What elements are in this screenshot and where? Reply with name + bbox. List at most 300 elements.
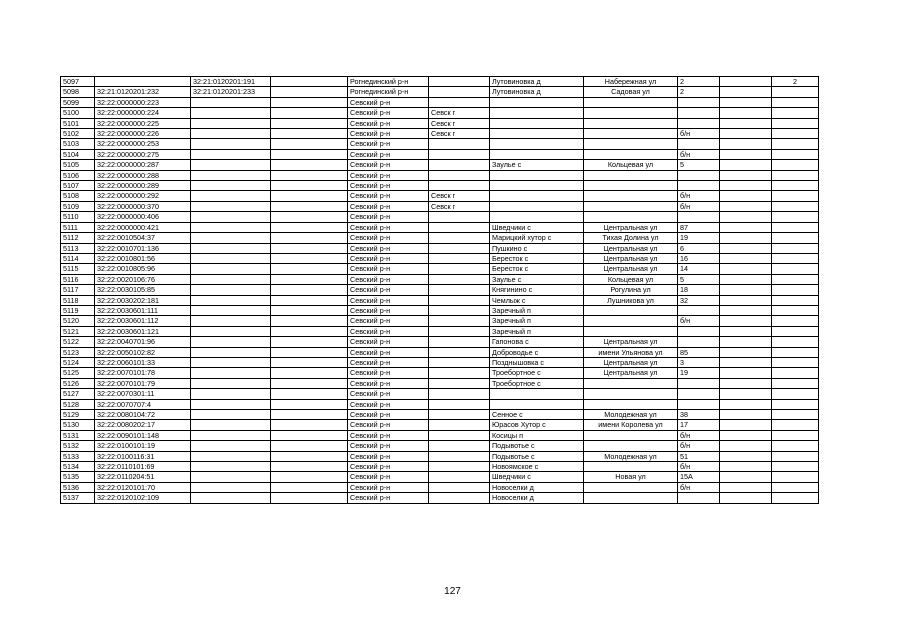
data-table — [60, 76, 819, 504]
extra-cell — [720, 201, 772, 211]
street-cell — [584, 108, 678, 118]
extra-value-cell — [772, 451, 819, 461]
table-row — [61, 482, 819, 492]
house-number-cell: 32 — [678, 295, 720, 305]
town-cell — [429, 451, 490, 461]
district-cell: Севский р-н — [348, 493, 429, 503]
empty-cell — [271, 77, 348, 87]
settlement-cell: Подывотье с — [490, 441, 584, 451]
extra-value-cell — [772, 253, 819, 263]
district-cell: Севский р-н — [348, 285, 429, 295]
town-cell — [429, 347, 490, 357]
district-cell: Севский р-н — [348, 149, 429, 159]
town-cell — [429, 274, 490, 284]
town-cell — [429, 316, 490, 326]
row-number-cell: 5121 — [61, 326, 95, 336]
row-number-cell: 5135 — [61, 472, 95, 482]
settlement-cell: Заречный п — [490, 305, 584, 315]
extra-cell — [720, 77, 772, 87]
settlement-cell: Бересток с — [490, 253, 584, 263]
extra-cell — [720, 305, 772, 315]
settlement-cell — [490, 118, 584, 128]
row-number-cell: 5134 — [61, 462, 95, 472]
settlement-cell: Лутовиновка д — [490, 77, 584, 87]
district-cell: Севский р-н — [348, 274, 429, 284]
house-number-cell — [678, 97, 720, 107]
cadastral-number-cell: 32:22:0080104:72 — [95, 410, 191, 420]
empty-cell — [271, 378, 348, 388]
extra-cell — [720, 316, 772, 326]
house-number-cell: 5 — [678, 274, 720, 284]
cadastral-number-2-cell — [191, 222, 271, 232]
cadastral-number-cell: 32:22:0000000:224 — [95, 108, 191, 118]
empty-cell — [271, 368, 348, 378]
row-number-cell: 5107 — [61, 181, 95, 191]
settlement-cell — [490, 389, 584, 399]
extra-cell — [720, 149, 772, 159]
cadastral-number-2-cell — [191, 337, 271, 347]
town-cell — [429, 493, 490, 503]
street-cell: Центральная ул — [584, 243, 678, 253]
cadastral-number-cell: 32:21:0120201:232 — [95, 87, 191, 97]
district-cell: Севский р-н — [348, 253, 429, 263]
extra-value-cell — [772, 493, 819, 503]
table-row — [61, 149, 819, 159]
street-cell — [584, 170, 678, 180]
district-cell: Севский р-н — [348, 129, 429, 139]
extra-value-cell — [772, 347, 819, 357]
cadastral-number-2-cell — [191, 97, 271, 107]
district-cell: Севский р-н — [348, 170, 429, 180]
extra-value-cell — [772, 139, 819, 149]
district-cell: Севский р-н — [348, 222, 429, 232]
street-cell: Кольцевая ул — [584, 160, 678, 170]
row-number-cell: 5115 — [61, 264, 95, 274]
cadastral-number-cell: 32:22:0070101:78 — [95, 368, 191, 378]
row-number-cell: 5112 — [61, 233, 95, 243]
extra-value-cell — [772, 222, 819, 232]
cadastral-number-cell: 32:22:0070301:11 — [95, 389, 191, 399]
cadastral-number-cell: 32:22:0000000:275 — [95, 149, 191, 159]
town-cell — [429, 212, 490, 222]
street-cell: Тихая Долина ул — [584, 233, 678, 243]
extra-value-cell — [772, 97, 819, 107]
house-number-cell — [678, 399, 720, 409]
empty-cell — [271, 87, 348, 97]
extra-cell — [720, 170, 772, 180]
cadastral-number-cell: 32:22:0070707:4 — [95, 399, 191, 409]
extra-cell — [720, 97, 772, 107]
row-number-cell: 5110 — [61, 212, 95, 222]
street-cell — [584, 326, 678, 336]
town-cell — [429, 149, 490, 159]
settlement-cell: Пушкино с — [490, 243, 584, 253]
extra-cell — [720, 160, 772, 170]
cadastral-number-cell: 32:22:0060101:33 — [95, 357, 191, 367]
district-cell: Севский р-н — [348, 482, 429, 492]
table-row — [61, 253, 819, 263]
settlement-cell: Троебортное с — [490, 368, 584, 378]
cadastral-number-cell: 32:22:0000000:225 — [95, 118, 191, 128]
house-number-cell: б/н — [678, 201, 720, 211]
row-number-cell: 5097 — [61, 77, 95, 87]
settlement-cell: Сенное с — [490, 410, 584, 420]
table-row — [61, 326, 819, 336]
row-number-cell: 5129 — [61, 410, 95, 420]
district-cell: Севский р-н — [348, 295, 429, 305]
town-cell — [429, 264, 490, 274]
cadastral-number-2-cell — [191, 482, 271, 492]
cadastral-number-cell: 32:22:0120102:109 — [95, 493, 191, 503]
street-cell: Новая ул — [584, 472, 678, 482]
table-row — [61, 389, 819, 399]
cadastral-number-2-cell — [191, 129, 271, 139]
cadastral-number-2-cell — [191, 357, 271, 367]
house-number-cell: б/н — [678, 316, 720, 326]
district-cell: Севский р-н — [348, 233, 429, 243]
settlement-cell: Шведчики с — [490, 472, 584, 482]
extra-cell — [720, 493, 772, 503]
extra-value-cell — [772, 462, 819, 472]
extra-value-cell — [772, 410, 819, 420]
row-number-cell: 5111 — [61, 222, 95, 232]
cadastral-number-cell: 32:22:0000000:223 — [95, 97, 191, 107]
extra-value-cell — [772, 149, 819, 159]
settlement-cell — [490, 97, 584, 107]
town-cell — [429, 253, 490, 263]
table-row — [61, 118, 819, 128]
row-number-cell: 5103 — [61, 139, 95, 149]
cadastral-number-2-cell — [191, 264, 271, 274]
extra-cell — [720, 295, 772, 305]
extra-value-cell — [772, 441, 819, 451]
settlement-cell: Заулье с — [490, 274, 584, 284]
empty-cell — [271, 97, 348, 107]
settlement-cell: Подывотье с — [490, 451, 584, 461]
row-number-cell: 5099 — [61, 97, 95, 107]
empty-cell — [271, 305, 348, 315]
cadastral-number-2-cell — [191, 212, 271, 222]
extra-value-cell — [772, 368, 819, 378]
street-cell — [584, 181, 678, 191]
town-cell — [429, 389, 490, 399]
cadastral-number-cell: 32:22:0120101:70 — [95, 482, 191, 492]
extra-value-cell — [772, 399, 819, 409]
row-number-cell: 5136 — [61, 482, 95, 492]
cadastral-number-2-cell — [191, 493, 271, 503]
row-number-cell: 5117 — [61, 285, 95, 295]
table-row — [61, 410, 819, 420]
extra-value-cell — [772, 430, 819, 440]
district-cell: Севский р-н — [348, 451, 429, 461]
extra-cell — [720, 430, 772, 440]
settlement-cell: Бересток с — [490, 264, 584, 274]
street-cell: Центральная ул — [584, 222, 678, 232]
district-cell: Севский р-н — [348, 108, 429, 118]
street-cell — [584, 378, 678, 388]
cadastral-number-2-cell — [191, 441, 271, 451]
street-cell — [584, 129, 678, 139]
district-cell: Севский р-н — [348, 326, 429, 336]
street-cell: Центральная ул — [584, 264, 678, 274]
house-number-cell — [678, 305, 720, 315]
empty-cell — [271, 253, 348, 263]
house-number-cell: 14 — [678, 264, 720, 274]
house-number-cell: б/н — [678, 441, 720, 451]
extra-value-cell — [772, 482, 819, 492]
empty-cell — [271, 337, 348, 347]
row-number-cell: 5116 — [61, 274, 95, 284]
street-cell: Центральная ул — [584, 357, 678, 367]
empty-cell — [271, 170, 348, 180]
town-cell — [429, 368, 490, 378]
town-cell — [429, 337, 490, 347]
cadastral-number-cell: 32:22:0080202:17 — [95, 420, 191, 430]
cadastral-number-2-cell — [191, 316, 271, 326]
house-number-cell: 51 — [678, 451, 720, 461]
cadastral-number-cell: 32:22:0000000:287 — [95, 160, 191, 170]
cadastral-number-cell: 32:22:0090101:148 — [95, 430, 191, 440]
table-row — [61, 212, 819, 222]
page-number: 127 — [444, 586, 461, 597]
street-cell: Лушникова ул — [584, 295, 678, 305]
cadastral-number-2-cell — [191, 389, 271, 399]
house-number-cell — [678, 181, 720, 191]
extra-cell — [720, 420, 772, 430]
extra-cell — [720, 462, 772, 472]
extra-cell — [720, 222, 772, 232]
extra-value-cell — [772, 87, 819, 97]
table-row — [61, 170, 819, 180]
empty-cell — [271, 451, 348, 461]
house-number-cell: 3 — [678, 357, 720, 367]
row-number-cell: 5102 — [61, 129, 95, 139]
town-cell — [429, 430, 490, 440]
settlement-cell — [490, 149, 584, 159]
settlement-cell: Новоямское с — [490, 462, 584, 472]
house-number-cell: б/н — [678, 149, 720, 159]
town-cell — [429, 87, 490, 97]
house-number-cell: 19 — [678, 233, 720, 243]
table-row — [61, 77, 819, 87]
town-cell — [429, 222, 490, 232]
table-row — [61, 233, 819, 243]
row-number-cell: 5118 — [61, 295, 95, 305]
district-cell: Севский р-н — [348, 243, 429, 253]
table-row — [61, 108, 819, 118]
street-cell — [584, 139, 678, 149]
district-cell: Севский р-н — [348, 305, 429, 315]
street-cell — [584, 482, 678, 492]
town-cell — [429, 420, 490, 430]
extra-cell — [720, 326, 772, 336]
house-number-cell — [678, 212, 720, 222]
table-row — [61, 285, 819, 295]
settlement-cell: Чемлыж с — [490, 295, 584, 305]
cadastral-number-cell: 32:22:0110204:51 — [95, 472, 191, 482]
extra-value-cell — [772, 160, 819, 170]
street-cell: Центральная ул — [584, 337, 678, 347]
house-number-cell: 85 — [678, 347, 720, 357]
row-number-cell: 5128 — [61, 399, 95, 409]
district-cell: Севский р-н — [348, 201, 429, 211]
row-number-cell: 5105 — [61, 160, 95, 170]
row-number-cell: 5131 — [61, 430, 95, 440]
extra-value-cell — [772, 285, 819, 295]
extra-cell — [720, 253, 772, 263]
row-number-cell: 5109 — [61, 201, 95, 211]
cadastral-number-cell: 32:22:0000000:288 — [95, 170, 191, 180]
empty-cell — [271, 399, 348, 409]
house-number-cell — [678, 389, 720, 399]
house-number-cell — [678, 118, 720, 128]
house-number-cell: 2 — [678, 87, 720, 97]
extra-value-cell: 2 — [772, 77, 819, 87]
settlement-cell: Заречный п — [490, 316, 584, 326]
row-number-cell: 5119 — [61, 305, 95, 315]
house-number-cell: 17 — [678, 420, 720, 430]
street-cell — [584, 201, 678, 211]
extra-value-cell — [772, 108, 819, 118]
extra-value-cell — [772, 118, 819, 128]
town-cell — [429, 97, 490, 107]
row-number-cell: 5126 — [61, 378, 95, 388]
district-cell: Севский р-н — [348, 410, 429, 420]
row-number-cell: 5130 — [61, 420, 95, 430]
extra-cell — [720, 108, 772, 118]
settlement-cell — [490, 108, 584, 118]
cadastral-number-cell: 32:22:0030601:112 — [95, 316, 191, 326]
row-number-cell: 5127 — [61, 389, 95, 399]
table-body — [61, 77, 819, 504]
table-row — [61, 87, 819, 97]
cadastral-number-2-cell — [191, 118, 271, 128]
row-number-cell: 5137 — [61, 493, 95, 503]
extra-cell — [720, 274, 772, 284]
district-cell: Севский р-н — [348, 368, 429, 378]
table-row — [61, 191, 819, 201]
street-cell: Садовая ул — [584, 87, 678, 97]
street-cell: Кольцевая ул — [584, 274, 678, 284]
extra-cell — [720, 410, 772, 420]
empty-cell — [271, 430, 348, 440]
cadastral-number-2-cell — [191, 368, 271, 378]
empty-cell — [271, 181, 348, 191]
extra-cell — [720, 347, 772, 357]
town-cell — [429, 472, 490, 482]
extra-cell — [720, 337, 772, 347]
cadastral-number-cell: 32:22:0000000:226 — [95, 129, 191, 139]
extra-value-cell — [772, 316, 819, 326]
extra-cell — [720, 118, 772, 128]
house-number-cell: б/н — [678, 191, 720, 201]
extra-value-cell — [772, 243, 819, 253]
cadastral-number-2-cell — [191, 201, 271, 211]
table-row — [61, 368, 819, 378]
house-number-cell — [678, 108, 720, 118]
empty-cell — [271, 201, 348, 211]
house-number-cell: б/н — [678, 462, 720, 472]
house-number-cell: 87 — [678, 222, 720, 232]
town-cell: Севск г — [429, 118, 490, 128]
cadastral-number-cell: 32:22:0030202:181 — [95, 295, 191, 305]
empty-cell — [271, 357, 348, 367]
cadastral-number-cell: 32:22:0100116:31 — [95, 451, 191, 461]
settlement-cell — [490, 139, 584, 149]
extra-cell — [720, 368, 772, 378]
district-cell: Севский р-н — [348, 181, 429, 191]
table-row — [61, 420, 819, 430]
district-cell: Севский р-н — [348, 420, 429, 430]
cadastral-number-2-cell — [191, 149, 271, 159]
cadastral-number-2-cell — [191, 295, 271, 305]
cadastral-number-2-cell — [191, 139, 271, 149]
cadastral-number-cell: 32:22:0000000:253 — [95, 139, 191, 149]
cadastral-number-cell: 32:22:0110101:69 — [95, 462, 191, 472]
settlement-cell — [490, 191, 584, 201]
cadastral-number-cell: 32:22:0070101:79 — [95, 378, 191, 388]
empty-cell — [271, 389, 348, 399]
town-cell — [429, 441, 490, 451]
empty-cell — [271, 295, 348, 305]
district-cell: Севский р-н — [348, 399, 429, 409]
empty-cell — [271, 243, 348, 253]
cadastral-number-2-cell — [191, 305, 271, 315]
town-cell — [429, 462, 490, 472]
extra-value-cell — [772, 326, 819, 336]
street-cell: Центральная ул — [584, 253, 678, 263]
town-cell — [429, 170, 490, 180]
house-number-cell — [678, 170, 720, 180]
cadastral-number-cell: 32:22:0030105:85 — [95, 285, 191, 295]
settlement-cell — [490, 212, 584, 222]
district-cell: Севский р-н — [348, 160, 429, 170]
extra-value-cell — [772, 378, 819, 388]
empty-cell — [271, 420, 348, 430]
street-cell — [584, 316, 678, 326]
town-cell: Севск г — [429, 129, 490, 139]
town-cell — [429, 378, 490, 388]
town-cell — [429, 295, 490, 305]
district-cell: Севский р-н — [348, 472, 429, 482]
row-number-cell: 5124 — [61, 357, 95, 367]
cadastral-number-2-cell — [191, 108, 271, 118]
table-row — [61, 97, 819, 107]
extra-cell — [720, 243, 772, 253]
extra-value-cell — [772, 274, 819, 284]
table-row — [61, 462, 819, 472]
cadastral-number-2-cell: 32:21:0120201:191 — [191, 77, 271, 87]
town-cell — [429, 410, 490, 420]
table-row — [61, 430, 819, 440]
street-cell — [584, 430, 678, 440]
extra-cell — [720, 441, 772, 451]
extra-value-cell — [772, 420, 819, 430]
cadastral-number-cell: 32:22:0000000:370 — [95, 201, 191, 211]
district-cell: Севский р-н — [348, 139, 429, 149]
table-row — [61, 472, 819, 482]
settlement-cell: Гапонова с — [490, 337, 584, 347]
empty-cell — [271, 482, 348, 492]
extra-value-cell — [772, 472, 819, 482]
cadastral-number-2-cell — [191, 170, 271, 180]
row-number-cell: 5101 — [61, 118, 95, 128]
district-cell: Севский р-н — [348, 441, 429, 451]
row-number-cell: 5113 — [61, 243, 95, 253]
house-number-cell: 15А — [678, 472, 720, 482]
extra-cell — [720, 264, 772, 274]
settlement-cell: Позднышовка с — [490, 357, 584, 367]
